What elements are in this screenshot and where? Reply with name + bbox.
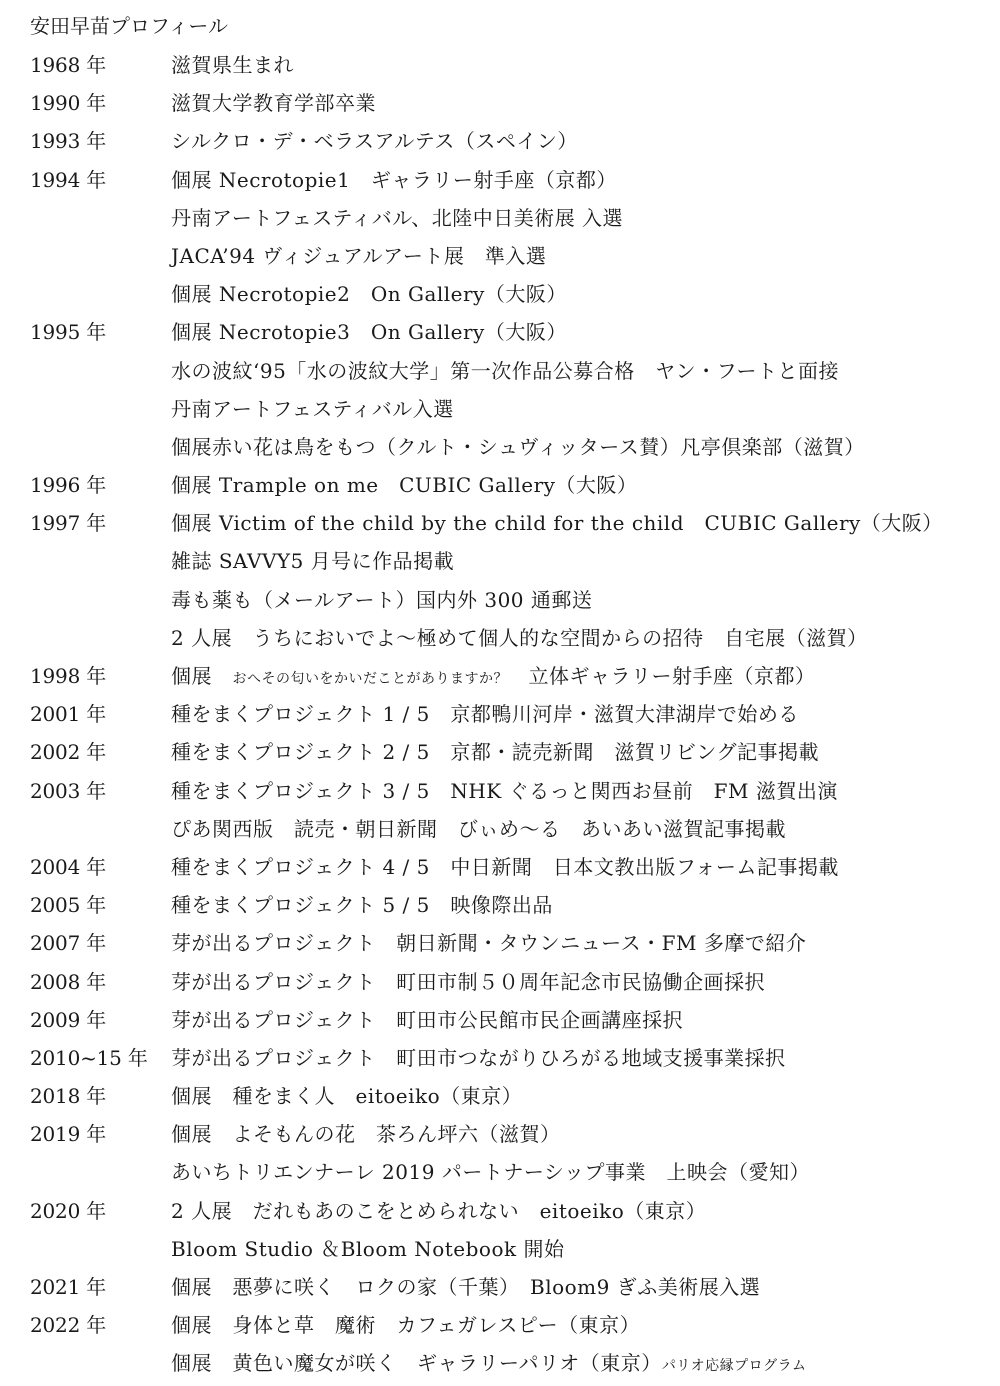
- timeline-year: 2007 年: [30, 931, 107, 956]
- timeline-year: 1968 年: [30, 53, 107, 77]
- timeline-year: [30, 237, 171, 275]
- timeline-row: [30, 810, 980, 848]
- timeline-row: [30, 428, 980, 466]
- timeline-text-main: 芽が出るプロジェクト 町田市つながりひろがる地域支援事業採択: [171, 1045, 786, 1070]
- timeline-text: [171, 428, 980, 466]
- timeline-text: [171, 1153, 980, 1191]
- timeline-row: [30, 1001, 980, 1039]
- timeline-text: [171, 886, 980, 924]
- timeline-year: [30, 428, 171, 466]
- timeline-text: [171, 46, 980, 84]
- timeline-text-main: Bloom Studio ＆Bloom Notebook 開始: [171, 1236, 565, 1261]
- timeline-row: [30, 46, 980, 84]
- timeline-year: [30, 199, 171, 237]
- timeline-text-main: 個展 Necrotopie3 On Gallery（大阪）: [171, 320, 567, 345]
- timeline-text-main: 滋賀大学教育学部卒業: [171, 91, 376, 116]
- timeline-text: [171, 237, 980, 275]
- timeline-text: [171, 695, 980, 733]
- timeline-text-main: 個展 Necrotopie2 On Gallery（大阪）: [171, 282, 567, 307]
- timeline-text: [171, 1001, 980, 1039]
- timeline-text-main: 個展 Necrotopie1 ギャラリー射手座（京都）: [171, 167, 617, 192]
- timeline-text: [171, 1115, 980, 1153]
- timeline-year: [30, 352, 171, 390]
- timeline-text: [171, 84, 980, 122]
- timeline-text: [171, 275, 980, 313]
- timeline-text-main: 種をまくプロジェクト 3 / 5 NHK ぐるっと関西お昼前 FM 滋賀出演: [171, 778, 838, 803]
- timeline-text: [171, 733, 980, 771]
- timeline-text-main: 個展: [171, 664, 212, 688]
- timeline-year: [30, 1344, 171, 1382]
- timeline-text: [171, 1192, 980, 1230]
- timeline-row: [30, 390, 980, 428]
- timeline-text-main: 芽が出るプロジェクト 朝日新聞・タウンニュース・FM 多摩で紹介: [171, 931, 807, 956]
- timeline-year: 1994 年: [30, 167, 107, 192]
- timeline-row: [30, 352, 980, 390]
- timeline-year: 2021 年: [30, 1275, 107, 1299]
- timeline-text-main: 個展 種をまく人 eitoeiko（東京）: [171, 1084, 523, 1109]
- timeline-text-main: 個展 よそもんの花 茶ろん坪六（滋賀）: [171, 1122, 561, 1147]
- timeline-year: [30, 1153, 171, 1191]
- timeline-text-small-note: パリオ応縁プログラム: [661, 1358, 807, 1375]
- timeline-year: 2022 年: [30, 1313, 107, 1338]
- timeline-text-main: 滋賀県生まれ: [171, 53, 294, 77]
- timeline-text-main: 丹南アートフェスティバル入選: [171, 396, 454, 421]
- timeline-text: [171, 390, 980, 428]
- timeline-year: 1998 年: [30, 664, 107, 688]
- timeline-year: [30, 390, 171, 428]
- timeline-text: [171, 1268, 980, 1306]
- timeline-text-main: 2 人展 うちにおいでよ〜極めて個人的な空間からの招待 自宅展（滋賀）: [171, 625, 868, 650]
- timeline-text: [171, 313, 980, 351]
- timeline-text-main: JACA’94 ヴィジュアルアート展 準入選: [171, 243, 547, 268]
- timeline-row: [30, 963, 980, 1001]
- timeline-text-main: 毒も薬も（メールアート）国内外 300 通郵送: [171, 587, 593, 612]
- timeline-year: 2009 年: [30, 1007, 107, 1032]
- timeline-text-main: 個展 身体と草 魔術 カフェガレスピー（東京）: [171, 1313, 641, 1338]
- timeline-text: [171, 161, 980, 199]
- timeline-row: [30, 1153, 980, 1191]
- timeline-text-main: 芽が出るプロジェクト 町田市公民館市民企画講座採択: [171, 1007, 684, 1032]
- timeline-text: [171, 542, 980, 580]
- timeline-text: [171, 504, 980, 542]
- timeline-row: [30, 504, 980, 542]
- timeline-text-after: 立体ギャラリー射手座（京都）: [528, 664, 816, 688]
- timeline-year: 2004 年: [30, 854, 107, 879]
- timeline-row: [30, 275, 980, 313]
- timeline-text-main: 種をまくプロジェクト 1 / 5 京都鴨川河岸・滋賀大津湖岸で始める: [171, 702, 799, 727]
- timeline-text: [171, 352, 980, 390]
- timeline-text-main: 雑誌 SAVVY5 月号に作品掲載: [171, 549, 455, 574]
- timeline-text: [171, 199, 980, 237]
- timeline-row: [30, 1077, 980, 1115]
- timeline-text: [171, 963, 980, 1001]
- timeline-row: [30, 161, 980, 199]
- timeline-list: [30, 46, 980, 1383]
- timeline-text-main: シルクロ・デ・ベラスアルテス（スペイン）: [171, 129, 578, 154]
- timeline-year: 2019 年: [30, 1122, 107, 1147]
- timeline-text: [171, 619, 980, 657]
- timeline-text-main: 個展赤い花は鳥をもつ（クルト・シュヴィッタース賛）凡亭倶楽部（滋賀）: [171, 434, 865, 459]
- timeline-text: [171, 1230, 980, 1268]
- timeline-text-main: あいちトリエンナーレ 2019 パートナーシップ事業 上映会（愛知）: [171, 1160, 811, 1185]
- timeline-text-main: 丹南アートフェスティバル、北陸中日美術展 入選: [171, 205, 624, 230]
- timeline-text: [171, 810, 980, 848]
- timeline-year: [30, 275, 171, 313]
- timeline-row: [30, 924, 980, 962]
- timeline-row: [30, 1268, 980, 1306]
- timeline-row: [30, 657, 980, 695]
- timeline-year: [30, 810, 171, 848]
- timeline-row: [30, 84, 980, 122]
- timeline-text-main: 個展 黄色い魔女が咲く ギャラリーパリオ（東京）: [171, 1351, 662, 1376]
- timeline-row: [30, 886, 980, 924]
- page-title: 安田早苗プロフィール: [30, 14, 228, 38]
- timeline-year: 2020 年: [30, 1198, 107, 1223]
- timeline-text: [171, 1039, 980, 1077]
- timeline-text-small: おへその匂いをかいだことがありますか？: [232, 671, 508, 687]
- timeline-year: 2001 年: [30, 702, 107, 727]
- timeline-row: [30, 581, 980, 619]
- timeline-row: [30, 619, 980, 657]
- timeline-text: [171, 1306, 980, 1344]
- timeline-row: [30, 1115, 980, 1153]
- timeline-text: [171, 657, 980, 695]
- timeline-text-main: 2 人展 だれもあのこをとめられない eitoeiko（東京）: [171, 1198, 707, 1223]
- timeline-year: 2018 年: [30, 1084, 107, 1109]
- timeline-year: 2002 年: [30, 740, 107, 765]
- timeline-row: [30, 542, 980, 580]
- timeline-year: 1995 年: [30, 320, 107, 345]
- timeline-text-main: 芽が出るプロジェクト 町田市制５０周年記念市民協働企画採択: [171, 969, 766, 994]
- timeline-row: [30, 466, 980, 504]
- timeline-year: [30, 619, 171, 657]
- timeline-year: 1993 年: [30, 129, 107, 154]
- timeline-year: 2010~15 年: [30, 1045, 148, 1070]
- timeline-text-main: 水の波紋‘95「水の波紋大学」第一次作品公募合格 ヤン・フートと面接: [171, 358, 840, 383]
- timeline-text: [171, 122, 980, 160]
- profile-document: [30, 10, 980, 1383]
- timeline-row: [30, 199, 980, 237]
- timeline-row: [30, 1230, 980, 1268]
- timeline-year: 1996 年: [30, 473, 107, 498]
- timeline-text-main: ぴあ関西版 読売・朝日新聞 びぃめ〜る あいあい滋賀記事掲載: [171, 816, 786, 841]
- timeline-text: [171, 1077, 980, 1115]
- timeline-text: [171, 772, 980, 810]
- timeline-text: [171, 848, 980, 886]
- timeline-year: [30, 1230, 171, 1268]
- timeline-text-main: 個展 悪夢に咲く ロクの家（千葉） Bloom9 ぎふ美術展入選: [171, 1275, 761, 1299]
- timeline-year: 2005 年: [30, 893, 107, 918]
- timeline-year: 2008 年: [30, 969, 107, 994]
- timeline-text-main: 個展 Victim of the child by the child for the child CUBIC Gallery（大阪）: [171, 511, 943, 536]
- timeline-row: [30, 122, 980, 160]
- timeline-row: [30, 772, 980, 810]
- timeline-row: [30, 848, 980, 886]
- timeline-row: [30, 1192, 980, 1230]
- timeline-text: [171, 924, 980, 962]
- timeline-text-main: 種をまくプロジェクト 5 / 5 映像際出品: [171, 893, 553, 918]
- timeline-row: [30, 733, 980, 771]
- timeline-text: [171, 581, 980, 619]
- timeline-row: [30, 1039, 980, 1077]
- timeline-row: [30, 695, 980, 733]
- timeline-text-main: 種をまくプロジェクト 2 / 5 京都・読売新聞 滋賀リビング記事掲載: [171, 740, 819, 765]
- timeline-text-main: 種をまくプロジェクト 4 / 5 中日新聞 日本文教出版フォーム記事掲載: [171, 854, 839, 879]
- timeline-text: [171, 466, 980, 504]
- timeline-year: [30, 581, 171, 619]
- timeline-row: [30, 313, 980, 351]
- timeline-row: [30, 237, 980, 275]
- timeline-row: [30, 1306, 980, 1344]
- timeline-text: [171, 1344, 980, 1382]
- timeline-year: 2003 年: [30, 778, 107, 803]
- timeline-year: 1997 年: [30, 511, 107, 536]
- timeline-text-main: 個展 Trample on me CUBIC Gallery（大阪）: [171, 473, 638, 498]
- timeline-row: [30, 1344, 980, 1382]
- timeline-year: 1990 年: [30, 91, 107, 116]
- timeline-year: [30, 542, 171, 580]
